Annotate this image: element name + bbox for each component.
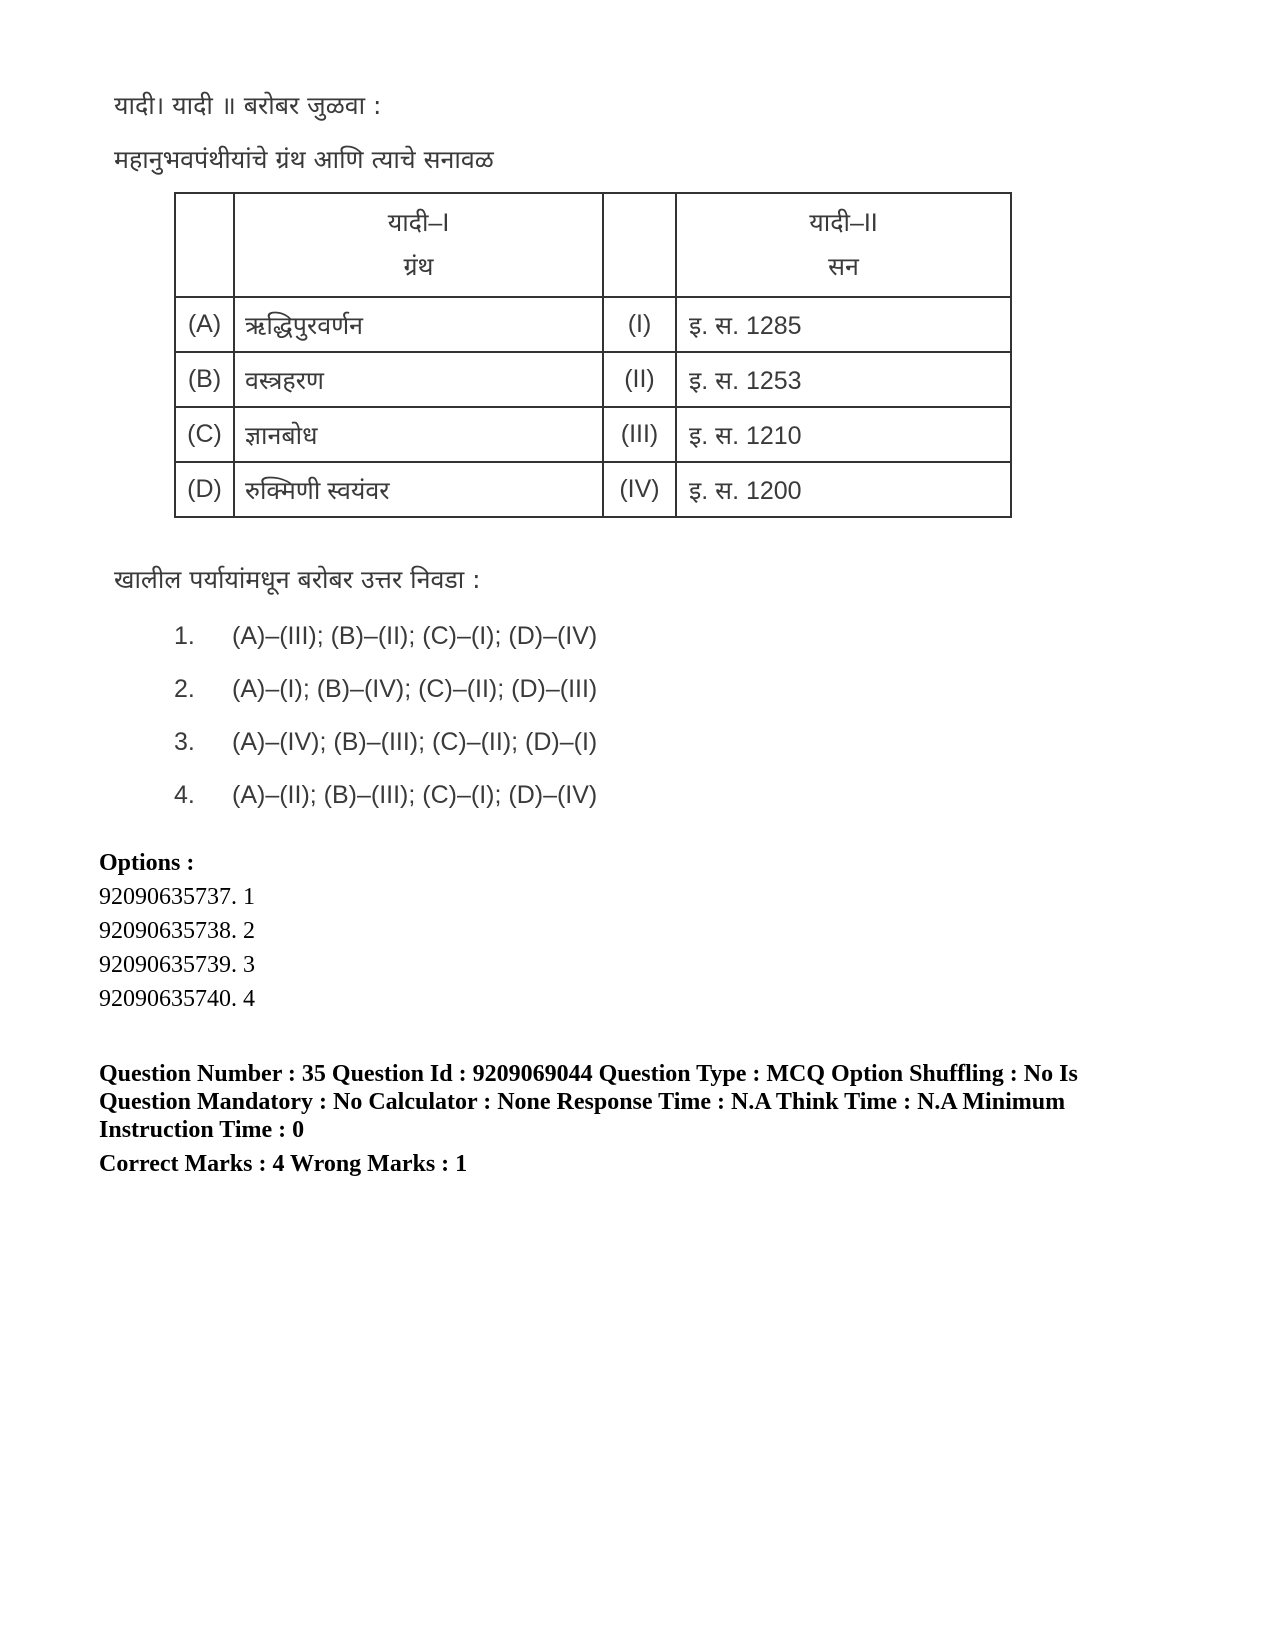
table-row — [175, 462, 1011, 517]
table-row — [175, 297, 1011, 352]
option-item[interactable]: 92090635737. 1 — [99, 884, 255, 910]
year-value: इ. स. 1200 — [676, 462, 1011, 517]
question-meta: Question Number : 35 Question Id : 9209069044 Question Type : MCQ Option Shuffling : No Is Question Mandatory : No Calculator : None Response Time : N.A Think Time : N.A Minimum Instruction Time : 0 — [99, 1061, 1078, 1143]
row-label: (C) — [175, 407, 234, 462]
answer-number: 4. — [174, 781, 195, 809]
match-table — [174, 192, 1012, 518]
list2-title: यादी–II — [809, 209, 878, 237]
book-name: वस्त्रहरण — [234, 352, 603, 407]
table-row — [175, 407, 1011, 462]
row-number: (III) — [603, 407, 676, 462]
answer-item — [174, 610, 597, 663]
list1-title: यादी–I — [387, 209, 450, 237]
marks-info: Correct Marks : 4 Wrong Marks : 1 — [99, 1151, 468, 1177]
answer-item — [174, 663, 597, 716]
options-title: Options : — [99, 850, 195, 876]
options-block — [99, 846, 255, 1016]
year-value: इ. स. 1210 — [676, 407, 1011, 462]
book-name: ऋद्धिपुरवर्णन — [234, 297, 603, 352]
option-item[interactable]: 92090635740. 4 — [99, 986, 255, 1012]
row-number: (IV) — [603, 462, 676, 517]
answer-number: 1. — [174, 622, 195, 650]
row-label: (A) — [175, 297, 234, 352]
table-header-row — [175, 193, 1011, 297]
answer-item — [174, 769, 597, 822]
answer-text: (A)–(IV); (B)–(III); (C)–(II); (D)–(I) — [232, 728, 598, 756]
header-empty-cell — [603, 193, 676, 297]
answer-text: (A)–(II); (B)–(III); (C)–(I); (D)–(IV) — [232, 781, 598, 809]
list2-header — [676, 193, 1011, 297]
option-item[interactable]: 92090635738. 2 — [99, 918, 255, 944]
answer-list — [174, 610, 597, 822]
year-value: इ. स. 1253 — [676, 352, 1011, 407]
list1-header — [234, 193, 603, 297]
table-row — [175, 352, 1011, 407]
answer-number: 2. — [174, 675, 195, 703]
row-number: (I) — [603, 297, 676, 352]
answer-text: (A)–(I); (B)–(IV); (C)–(II); (D)–(III) — [232, 675, 598, 703]
header-empty-cell — [175, 193, 234, 297]
answer-number: 3. — [174, 728, 195, 756]
question-subtitle: महानुभवपंथीयांचे ग्रंथ आणि त्याचे सनावळ — [114, 145, 494, 174]
row-label: (D) — [175, 462, 234, 517]
list1-subtitle: ग्रंथ — [403, 253, 434, 281]
answer-text: (A)–(III); (B)–(II); (C)–(I); (D)–(IV) — [232, 622, 598, 650]
list2-subtitle: सन — [828, 253, 859, 281]
year-value: इ. स. 1285 — [676, 297, 1011, 352]
option-item[interactable]: 92090635739. 3 — [99, 952, 255, 978]
answer-item — [174, 716, 597, 769]
row-label: (B) — [175, 352, 234, 407]
match-instruction: यादी। यादी ॥ बरोबर जुळवा : — [114, 91, 382, 120]
choose-prompt: खालील पर्यायांमधून बरोबर उत्तर निवडा : — [114, 565, 481, 594]
book-name: ज्ञानबोध — [234, 407, 603, 462]
row-number: (II) — [603, 352, 676, 407]
book-name: रुक्मिणी स्वयंवर — [234, 462, 603, 517]
